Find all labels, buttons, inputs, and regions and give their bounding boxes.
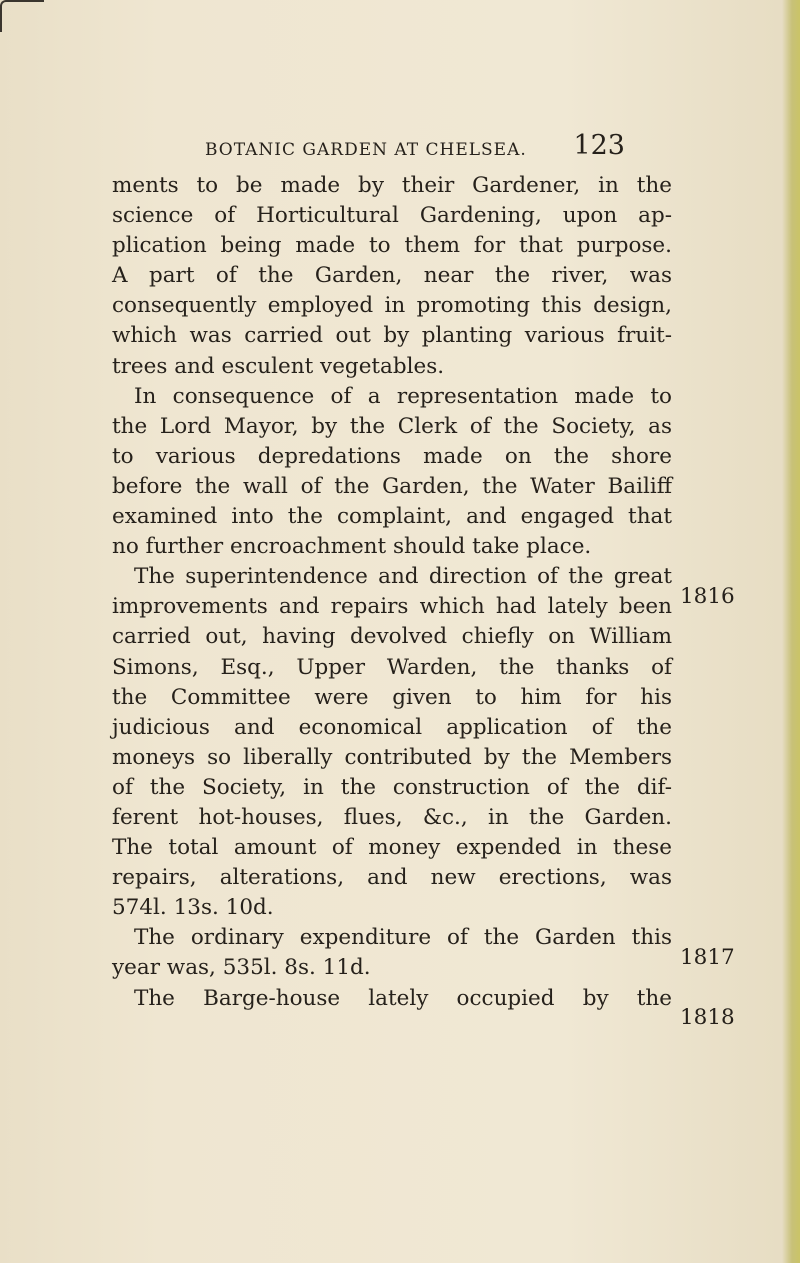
margin-year-1818: 1818 (680, 1005, 735, 1030)
text-line: plication being made to them for that purpose. (112, 233, 672, 259)
text-line: of the Society, in the construction of the dif- (112, 774, 672, 800)
page-number: 123 (573, 130, 625, 161)
text-line: year was, 535l. 8s. 11d. (112, 955, 371, 981)
page-header (205, 130, 625, 166)
margin-year-1816: 1816 (680, 584, 735, 609)
text-line: Simons, Esq., Upper Warden, the thanks of (112, 654, 672, 680)
text-line: no further encroachment should take place. (112, 534, 592, 560)
text-line: science of Horticultural Gardening, upon ap- (112, 203, 672, 229)
text-line: the Committee were given to him for his (112, 684, 672, 710)
page-edge-shadow (782, 0, 800, 1263)
text-line: carried out, having devolved chiefly on William (112, 624, 672, 650)
text-line: ments to be made by their Gardener, in the (112, 173, 672, 198)
scan-corner-mark (0, 0, 44, 32)
text-line: The total amount of money expended in these (112, 835, 672, 861)
text-line: the Lord Mayor, by the Clerk of the Society, as (112, 413, 672, 439)
text-line: The ordinary expenditure of the Garden this (134, 925, 672, 951)
text-line: trees and esculent vegetables. (112, 353, 445, 379)
text-line: In consequence of a representation made to (134, 383, 672, 409)
text-line: before the wall of the Garden, the Water Bailiff (112, 473, 672, 499)
text-line: The superintendence and direction of the great (134, 564, 672, 590)
text-line: consequently employed in promoting this design, (112, 293, 672, 319)
text-line: which was carried out by planting various fruit- (112, 323, 672, 349)
running-title: BOTANIC GARDEN AT CHELSEA. (205, 140, 527, 160)
text-line: improvements and repairs which had lately been (112, 594, 672, 620)
text-line: examined into the complaint, and engaged that (112, 504, 672, 530)
text-line: The Barge-house lately occupied by the (134, 985, 672, 1011)
text-line: judicious and economical application of the (112, 714, 672, 740)
margin-year-1817: 1817 (680, 945, 735, 970)
text-line: moneys so liberally contributed by the Members (112, 744, 672, 770)
body-text (112, 171, 672, 1014)
text-line: 574l. 13s. 10d. (112, 895, 274, 921)
text-line: ferent hot-houses, flues, &c., in the Garden. (112, 804, 672, 830)
text-line: to various depredations made on the shore (112, 443, 672, 469)
text-line: repairs, alterations, and new erections, was (112, 865, 672, 891)
text-line: A part of the Garden, near the river, was (112, 263, 672, 289)
